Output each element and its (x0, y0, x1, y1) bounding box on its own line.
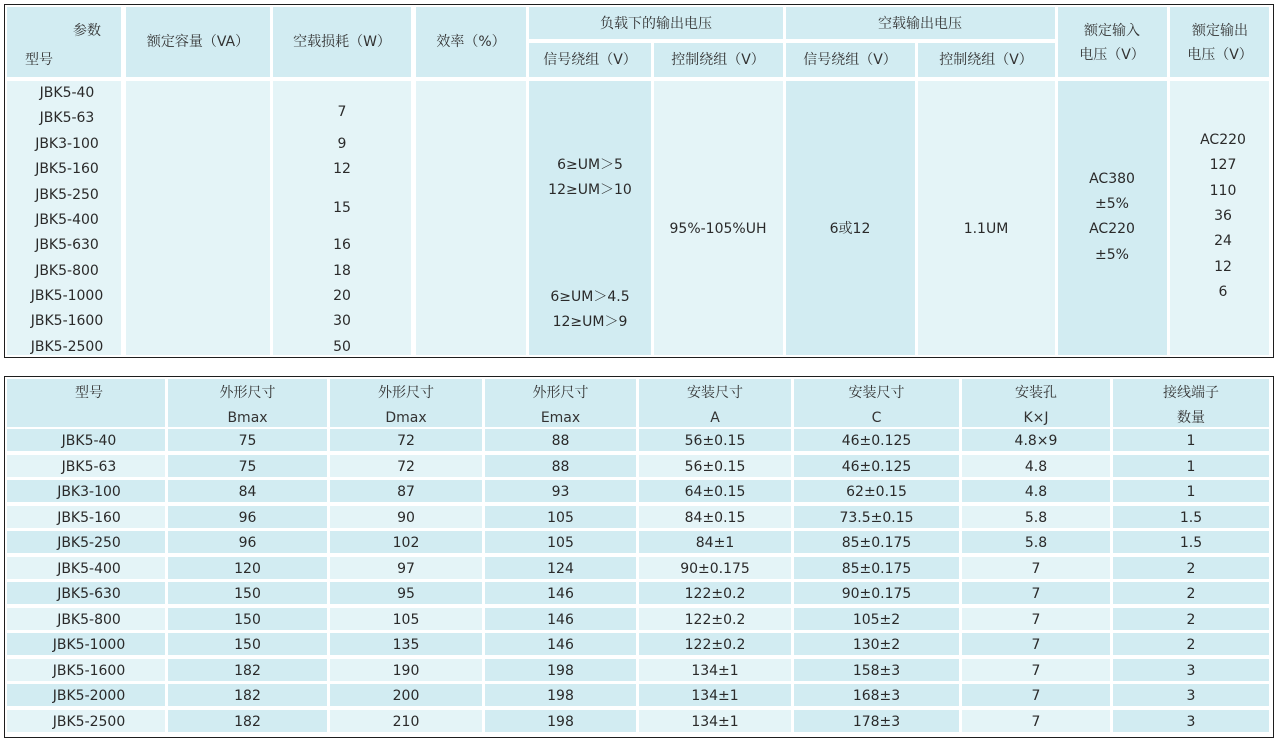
table-value: 122±0.2 (684, 637, 746, 653)
no-load-loss-value: 16 (333, 237, 351, 253)
efficiency-header: 效率（%） (436, 34, 506, 50)
model-name: JBK5-160 (57, 509, 121, 526)
column-header: 接线端子 (1163, 385, 1219, 401)
rated-output-header-unit: 电压（V） (1187, 47, 1253, 63)
table-value: 134±1 (691, 713, 739, 730)
table-value: 198 (547, 662, 574, 679)
no-load-loss-value: 18 (333, 263, 351, 279)
column-header-sub: A (710, 410, 720, 426)
rated-output-value: 110 (1209, 183, 1237, 199)
table-value: 190 (392, 662, 420, 679)
body-cell (918, 81, 1055, 355)
rated-output-value: 36 (1214, 208, 1232, 224)
table-value: 85±0.175 (841, 560, 912, 577)
table-value: 150 (234, 611, 261, 628)
table-value: 84±1 (695, 535, 735, 551)
table-value: 72 (397, 433, 415, 449)
no-load-loss-value: 20 (333, 288, 351, 304)
table-value: 135 (392, 637, 420, 653)
table-value: 3 (1186, 713, 1196, 730)
column-header: 安装孔 (1015, 385, 1057, 401)
table-value: 96 (238, 509, 257, 526)
table-value: 75 (238, 458, 257, 475)
loaded-signal-range: 12≥UM＞9 (552, 314, 628, 330)
table-value: 7 (1031, 713, 1041, 730)
no-load-loss-value: 12 (333, 161, 351, 177)
table-value: 1.5 (1179, 509, 1203, 526)
rated-input-header: 额定输入 (1084, 23, 1140, 39)
transformer-dimensions-table (4, 376, 1274, 738)
table-value: 102 (392, 535, 420, 551)
table-value: 105 (547, 535, 574, 551)
table-value: 90 (397, 509, 415, 526)
noload-signal-winding-header: 信号绕组（V） (803, 52, 897, 68)
loaded-signal-winding-header: 信号绕组（V） (543, 52, 637, 68)
body-cell (654, 81, 783, 355)
table-value: 5.8 (1024, 535, 1048, 551)
table-value: 105±2 (852, 611, 901, 628)
rated-output-value: 127 (1209, 157, 1237, 173)
table-value: 182 (234, 662, 261, 679)
table-value: 4.8×9 (1014, 433, 1058, 449)
table-value: 1 (1186, 433, 1196, 449)
table-value: 2 (1186, 637, 1196, 653)
model-name: JBK5-400 (35, 212, 99, 228)
table-value: 146 (547, 611, 574, 628)
table-value: 3 (1186, 662, 1196, 679)
table-value: 96 (238, 535, 257, 551)
column-header: 安装尺寸 (848, 385, 905, 401)
column-header: 安装尺寸 (687, 385, 743, 401)
param-label: 参数 (73, 23, 101, 39)
table-value: 72 (397, 458, 415, 475)
column-header: 型号 (75, 385, 103, 401)
no-load-loss-value: 50 (333, 339, 351, 355)
table-value: 62±0.15 (846, 484, 907, 500)
table-value: 146 (547, 586, 574, 602)
loaded-control-value: 95%-105%UH (669, 221, 767, 237)
model-name: JBK5-1600 (52, 662, 126, 679)
model-name: JBK5-800 (35, 263, 99, 279)
body-cell (416, 81, 526, 355)
no-load-loss-value: 30 (333, 313, 351, 329)
column-header-sub: Dmax (385, 410, 427, 426)
table-value: 200 (392, 688, 420, 704)
table-value: 134±1 (691, 688, 739, 704)
model-name: JBK5-63 (39, 110, 95, 126)
table-value: 182 (234, 713, 261, 730)
table-value: 146 (547, 637, 574, 653)
table-value: 93 (551, 484, 570, 500)
table-value: 7 (1031, 560, 1041, 577)
table-value: 150 (234, 637, 261, 653)
table-value: 95 (397, 586, 415, 602)
table-value: 87 (397, 484, 415, 500)
body-cell (126, 81, 270, 355)
table-value: 7 (1031, 611, 1041, 628)
table-value: 105 (392, 611, 420, 628)
model-name: JBK3-100 (57, 484, 121, 500)
table-value: 90±0.175 (680, 560, 750, 577)
table-value: 198 (547, 688, 574, 704)
model-name: JBK5-160 (35, 161, 99, 177)
model-name: JBK5-250 (57, 535, 121, 551)
model-name: JBK5-40 (61, 433, 117, 449)
model-name: JBK5-1000 (52, 637, 126, 653)
column-header: 外形尺寸 (219, 385, 276, 401)
table-value: 1.5 (1179, 535, 1203, 551)
table-value: 1 (1186, 484, 1196, 500)
no-load-loss-value: 9 (337, 136, 347, 152)
table-value: 7 (1031, 637, 1041, 653)
table-value: 130±2 (852, 637, 901, 653)
table-value: 88 (551, 433, 570, 449)
model-name: JBK5-400 (57, 560, 121, 577)
rated-output-header: 额定输出 (1192, 23, 1248, 39)
loaded-signal-range: 6≥UM＞4.5 (550, 289, 630, 305)
rated-output-value: AC220 (1200, 132, 1246, 148)
table-value: 97 (397, 560, 415, 577)
column-header-sub: Emax (540, 410, 581, 426)
column-header-sub: C (871, 410, 882, 426)
table-value: 182 (234, 688, 261, 704)
model-name: JBK5-2500 (30, 339, 104, 355)
table-value: 85±0.175 (841, 535, 912, 551)
model-name: JBK3-100 (35, 136, 99, 152)
rated-output-value: 12 (1214, 259, 1232, 275)
noload-control-value: 1.1UM (963, 221, 1009, 237)
model-name: JBK5-63 (61, 458, 117, 475)
model-name: JBK5-630 (57, 586, 121, 602)
table-value: 7 (1031, 586, 1041, 602)
model-name: JBK5-2000 (52, 688, 126, 704)
rated-capacity-header: 额定容量（VA） (146, 34, 250, 50)
table-value: 120 (234, 560, 261, 577)
table-value: 84±0.15 (684, 509, 746, 526)
table-value: 150 (234, 586, 261, 602)
table-value: 2 (1186, 586, 1196, 602)
no-load-loss-header: 空载损耗（W） (293, 34, 391, 50)
table-value: 134±1 (691, 662, 739, 679)
model-name: JBK5-2500 (52, 713, 126, 730)
table-value: 7 (1031, 662, 1041, 679)
table-value: 46±0.125 (841, 433, 912, 449)
table-value: 210 (392, 713, 420, 730)
model-name: JBK5-1600 (30, 313, 104, 329)
column-header-sub: 数量 (1177, 410, 1205, 426)
loaded-signal-range: 6≥UM＞5 (557, 157, 623, 173)
noload-output-voltage-header: 空载输出电压 (878, 16, 962, 32)
table-value: 2 (1186, 611, 1196, 628)
loaded-signal-range: 12≥UM＞10 (548, 182, 632, 198)
no-load-loss-value: 7 (337, 104, 347, 120)
table-value: 122±0.2 (684, 586, 746, 602)
table-value: 88 (551, 458, 570, 475)
column-header: 外形尺寸 (532, 385, 589, 401)
table-value: 1 (1186, 458, 1196, 475)
table-value: 122±0.2 (684, 611, 746, 628)
table-value: 178±3 (852, 713, 901, 730)
rated-output-value: 24 (1214, 233, 1232, 249)
table-value: 198 (547, 713, 574, 730)
rated-input-value: AC220 (1089, 221, 1135, 237)
transformer-parameters-table (4, 4, 1274, 358)
loaded-control-winding-header: 控制绕组（V） (671, 52, 765, 68)
body-cell (786, 81, 915, 355)
model-name: JBK5-40 (39, 85, 95, 101)
body-cell (1058, 81, 1167, 355)
table-value: 46±0.125 (841, 458, 912, 475)
noload-control-winding-header: 控制绕组（V） (939, 52, 1033, 68)
table-value: 90±0.175 (841, 586, 912, 602)
table-value: 64±0.15 (684, 484, 746, 500)
model-name: JBK5-630 (35, 237, 99, 253)
no-load-loss-value: 15 (333, 200, 351, 216)
table-value: 3 (1186, 688, 1196, 704)
rated-input-value: AC380 (1089, 171, 1135, 187)
model-name: JBK5-1000 (30, 288, 104, 304)
column-header-sub: Bmax (227, 410, 268, 426)
table-value: 75 (238, 433, 257, 449)
loaded-output-voltage-header: 负载下的输出电压 (600, 16, 712, 32)
table-value: 105 (547, 509, 574, 526)
rated-output-value: 6 (1218, 284, 1228, 300)
table-value: 73.5±0.15 (839, 509, 914, 526)
header-cell (1170, 7, 1269, 77)
table-value: 7 (1031, 688, 1041, 704)
model-name: JBK5-800 (57, 611, 121, 628)
table-value: 4.8 (1024, 458, 1048, 475)
header-cell (1058, 7, 1167, 77)
table-value: 84 (238, 484, 257, 500)
rated-input-value: ±5% (1095, 247, 1129, 263)
column-header: 外形尺寸 (378, 385, 434, 401)
table-value: 56±0.15 (684, 458, 746, 475)
noload-signal-value: 6或12 (829, 221, 871, 237)
table-value: 158±3 (852, 662, 901, 679)
column-header-sub: K×J (1023, 410, 1049, 426)
table-value: 56±0.15 (684, 433, 746, 449)
table-value: 4.8 (1024, 484, 1048, 500)
table-value: 124 (547, 560, 574, 577)
table-value: 168±3 (852, 688, 901, 704)
model-name: JBK5-250 (35, 187, 99, 203)
table-value: 5.8 (1024, 509, 1048, 526)
table-value: 2 (1186, 560, 1196, 577)
model-label: 型号 (25, 52, 53, 68)
rated-input-header-unit: 电压（V） (1079, 47, 1145, 63)
rated-input-value: ±5% (1095, 196, 1129, 212)
